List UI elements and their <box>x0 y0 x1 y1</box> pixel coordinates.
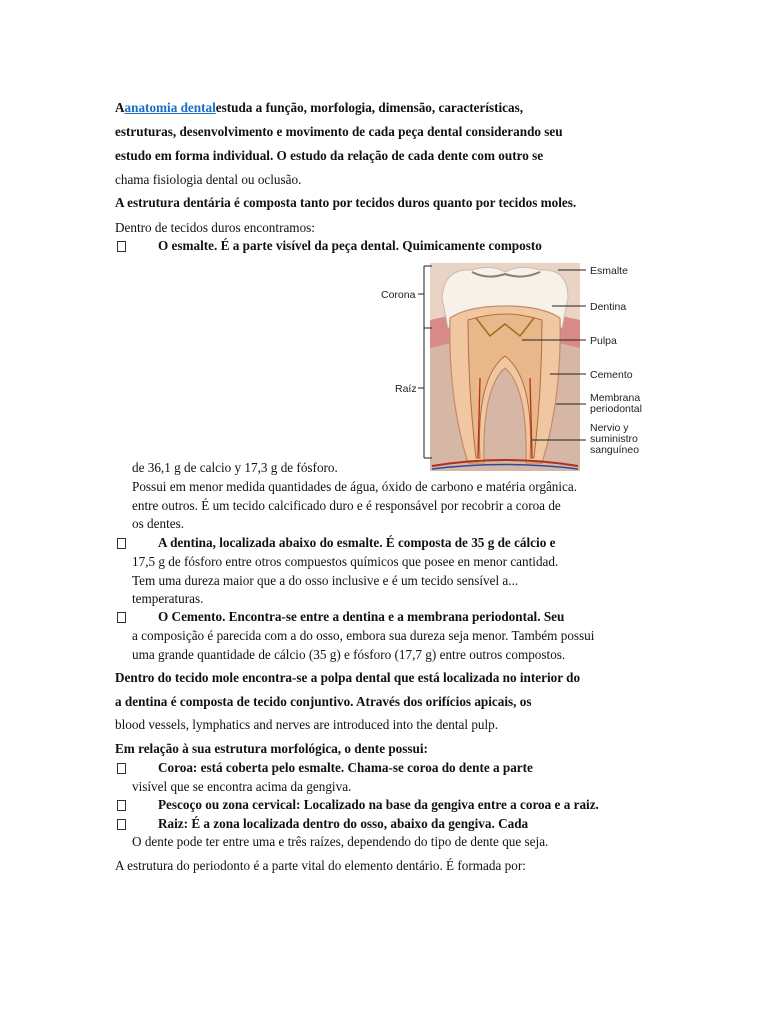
raiz-line: O dente pode ter entre uma e três raízes, dependendo do tipo de dente que seja. <box>132 834 549 849</box>
esmalte-title: O esmalte. É a parte visível da peça dental. Quimicamente composto <box>158 238 542 253</box>
intro-line-2: estruturas, desenvolvimento e movimento de cada peça dental considerando seu <box>115 124 563 139</box>
tooth-anatomy-diagram <box>372 258 652 473</box>
label-cemento: Cemento <box>590 369 633 381</box>
dentina-title: A dentina, localizada abaixo do esmalte. É composta de 35 g de cálcio e <box>158 535 556 550</box>
bullet-icon <box>115 537 127 549</box>
morphology-intro: Em relação à sua estrutura morfológica, o dente possui: <box>115 741 428 756</box>
intro-line-1 <box>115 100 523 116</box>
soft-tissue-line-1: Dentro do tecido mole encontra-se a polpa dental que está localizada no interior do <box>115 670 581 685</box>
intro-prefix: A <box>115 100 125 115</box>
periodonto-line: A estrutura do periodonto é a parte vital do elemento dentário. É formada por: <box>115 858 526 873</box>
intro-rest: estuda a função, morfologia, dimensão, características, <box>215 100 524 115</box>
esmalte-line-2: Possui em menor medida quantidades de água, óxido de carbono e matéria orgânica. <box>132 479 578 494</box>
raiz-title: Raiz: É a zona localizada dentro do osso, abaixo da gengiva. Cada <box>158 816 529 831</box>
label-corona: Corona <box>381 289 416 301</box>
label-membrana-2: periodontal <box>590 403 642 415</box>
coroa-title: Coroa: está coberta pelo esmalte. Chama-se coroa do dente a parte <box>158 760 533 775</box>
soft-tissue-line-3: blood vessels, lymphatics and nerves are introduced into the dental pulp. <box>115 717 499 732</box>
bullet-icon <box>115 611 127 623</box>
esmalte-line-3: entre outros. É um tecido calcificado duro e é responsável por recobrir a coroa de <box>132 498 561 513</box>
label-raiz: Raíz <box>395 383 417 395</box>
bullet-icon <box>115 818 127 830</box>
soft-tissue-line-2: a dentina é composta de tecido conjuntivo. Através dos orifícios apicais, os <box>115 694 532 709</box>
label-esmalte: Esmalte <box>590 265 628 277</box>
pescoco-title: Pescoço ou zona cervical: Localizado na base da gengiva entre a coroa e a raiz. <box>158 797 599 812</box>
esmalte-line-4: os dentes. <box>132 516 185 531</box>
cemento-line-2: uma grande quantidade de cálcio (35 g) e fósforo (17,7 g) entre outros compostos. <box>132 647 566 662</box>
label-dentina: Dentina <box>590 301 627 313</box>
bullet-icon <box>115 240 127 252</box>
dentina-line-2: Tem uma dureza maior que a do osso inclusive e é um tecido sensível a... <box>132 573 519 588</box>
dentina-line-3: temperaturas. <box>132 591 204 606</box>
coroa-line: visível que se encontra acima da gengiva. <box>132 779 352 794</box>
label-nervio-3: sanguíneo <box>590 444 640 456</box>
intro-line-4: chama fisiologia dental ou oclusão. <box>115 172 302 187</box>
intro-line-3: estudo em forma individual. O estudo da relação de cada dente com outro se <box>115 148 544 163</box>
structure-sentence: A estrutura dentária é composta tanto por tecidos duros quanto por tecidos moles. <box>115 195 577 210</box>
hard-tissues-intro: Dentro de tecidos duros encontramos: <box>115 220 315 235</box>
esmalte-line-1: de 36,1 g de calcio y 17,3 g de fósforo. <box>132 460 338 475</box>
label-nervio-2: suministro <box>590 433 638 445</box>
bullet-icon <box>115 799 127 811</box>
cemento-title: O Cemento. Encontra-se entre a dentina e a membrana periodontal. Seu <box>158 609 565 624</box>
label-pulpa: Pulpa <box>590 335 617 347</box>
anatomia-dental-link[interactable]: anatomia dental <box>124 100 216 115</box>
label-membrana-1: Membrana <box>590 392 641 404</box>
bullet-icon <box>115 762 127 774</box>
label-nervio-1: Nervio y <box>590 422 629 434</box>
dentina-line-1: 17,5 g de fósforo entre otros compuestos químicos que posee en menor cantidad. <box>132 554 559 569</box>
cemento-line-1: a composição é parecida com a do osso, embora sua dureza seja menor. Também possui <box>132 628 595 643</box>
